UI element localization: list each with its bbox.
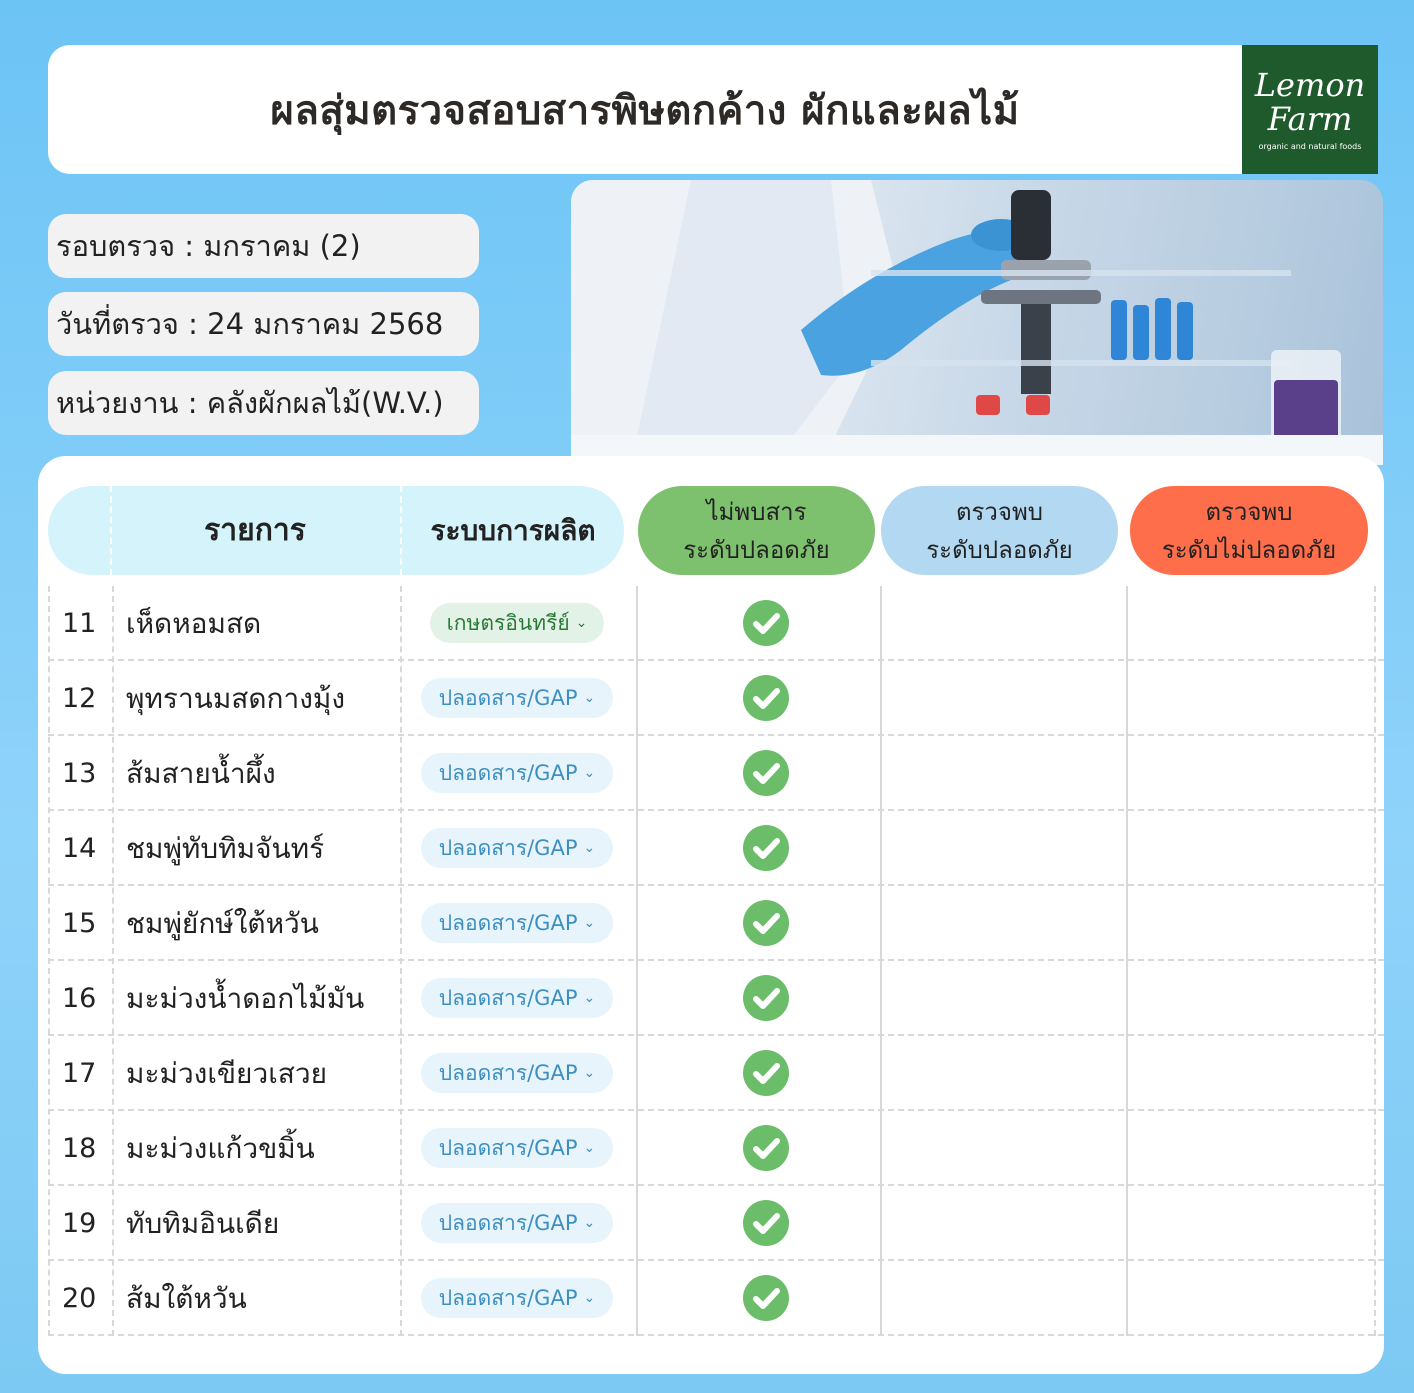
row-item-name: มะม่วงน้ำดอกไม้มัน (126, 981, 365, 1015)
chevron-down-icon: ⌄ (583, 990, 596, 1006)
inspection-date: วันที่ตรวจ : 24 มกราคม 2568 (48, 292, 479, 356)
results-table (38, 456, 1384, 1374)
table-row (48, 1111, 1384, 1186)
header-found-safe (881, 486, 1118, 575)
chevron-down-icon: ⌄ (583, 1065, 596, 1081)
chevron-down-icon: ⌄ (583, 840, 596, 856)
header-not-found (638, 486, 875, 575)
check-icon (743, 975, 789, 1021)
header-found-safe-line1: ตรวจพบ (955, 497, 1044, 526)
check-icon (743, 900, 789, 946)
inspection-unit: หน่วยงาน : คลังผักผลไม้(W.V.) (48, 371, 479, 435)
header-not-found-line1: ไม่พบสาร (706, 497, 807, 526)
chevron-down-icon: ⌄ (583, 765, 596, 781)
row-number: 17 (62, 1058, 97, 1089)
table-row (48, 886, 1384, 961)
table-row (48, 1036, 1384, 1111)
header-found-unsafe-line1: ตรวจพบ (1205, 497, 1293, 526)
row-number: 19 (62, 1208, 97, 1239)
header-item: รายการ (204, 513, 306, 548)
production-system-label: ปลอดสาร/GAP (438, 985, 578, 1010)
row-number: 11 (62, 608, 97, 639)
check-icon (743, 675, 789, 721)
production-system-dropdown[interactable] (421, 753, 613, 793)
chevron-down-icon: ⌄ (583, 1140, 596, 1156)
table-row (48, 811, 1384, 886)
row-item-name: ส้มสายน้ำผึ้ง (126, 756, 276, 790)
table-row (48, 736, 1384, 811)
row-number: 12 (62, 683, 97, 714)
production-system-dropdown[interactable] (421, 903, 613, 943)
chevron-down-icon: ⌄ (583, 915, 596, 931)
production-system-label: ปลอดสาร/GAP (438, 1060, 578, 1085)
row-item-name: ทับทิมอินเดีย (126, 1206, 280, 1240)
production-system-label: ปลอดสาร/GAP (438, 1210, 578, 1235)
logo-line1: Lemon (1254, 66, 1366, 104)
row-item-name: มะม่วงแก้วขมิ้น (126, 1131, 315, 1165)
header-not-found-line2: ระดับปลอดภัย (683, 535, 830, 564)
lemon-farm-logo (1242, 45, 1378, 174)
title-bar (48, 45, 1242, 174)
chevron-down-icon: ⌄ (575, 615, 588, 631)
row-item-name: ส้มใต้หวัน (126, 1281, 247, 1315)
production-system-dropdown[interactable] (421, 978, 613, 1018)
production-system-dropdown[interactable] (421, 828, 613, 868)
row-number: 15 (62, 908, 97, 939)
header-found-unsafe (1130, 486, 1368, 575)
check-icon (743, 750, 789, 796)
header-found-unsafe-line2: ระดับไม่ปลอดภัย (1161, 535, 1337, 564)
check-icon (743, 1275, 789, 1321)
logo-line2: Farm (1267, 100, 1353, 138)
check-icon (743, 825, 789, 871)
table-row (48, 1261, 1384, 1336)
lab-photo (571, 180, 1383, 465)
production-system-label: เกษตรอินทรีย์ (446, 610, 570, 635)
row-item-name: เห็ดหอมสด (126, 606, 262, 640)
check-icon (743, 600, 789, 646)
row-number: 13 (62, 758, 97, 789)
production-system-dropdown[interactable] (421, 678, 613, 718)
table-row (48, 586, 1384, 661)
chevron-down-icon: ⌄ (583, 690, 596, 706)
check-icon (743, 1050, 789, 1096)
chevron-down-icon: ⌄ (583, 1215, 596, 1231)
inspection-round: รอบตรวจ : มกราคม (2) (48, 214, 479, 278)
production-system-dropdown[interactable] (421, 1128, 613, 1168)
table-row (48, 961, 1384, 1036)
row-item-name: ชมพู่ยักษ์ใต้หวัน (126, 906, 319, 940)
page-title: ผลสุ่มตรวจสอบสารพิษตกค้าง ผักและผลไม้ (270, 87, 1020, 134)
header-system: ระบบการผลิต (430, 513, 596, 547)
production-system-label: ปลอดสาร/GAP (438, 835, 578, 860)
row-item-name: มะม่วงเขียวเสวย (126, 1056, 327, 1090)
logo-tagline: organic and natural foods (1258, 142, 1362, 151)
header-found-safe-line2: ระดับปลอดภัย (926, 535, 1073, 564)
production-system-label: ปลอดสาร/GAP (438, 910, 578, 935)
production-system-label: ปลอดสาร/GAP (438, 685, 578, 710)
row-number: 18 (62, 1133, 97, 1164)
production-system-label: ปลอดสาร/GAP (438, 1285, 578, 1310)
production-system-dropdown[interactable] (430, 603, 604, 643)
production-system-label: ปลอดสาร/GAP (438, 1135, 578, 1160)
production-system-dropdown[interactable] (421, 1203, 613, 1243)
row-number: 16 (62, 983, 97, 1014)
table-row (48, 661, 1384, 736)
chevron-down-icon: ⌄ (583, 1290, 596, 1306)
check-icon (743, 1125, 789, 1171)
row-number: 20 (62, 1283, 97, 1314)
production-system-label: ปลอดสาร/GAP (438, 760, 578, 785)
table-row (48, 1186, 1384, 1261)
row-item-name: พุทรานมสดกางมุ้ง (126, 681, 346, 715)
production-system-dropdown[interactable] (421, 1278, 613, 1318)
check-icon (743, 1200, 789, 1246)
table-header-left (48, 486, 624, 575)
row-number: 14 (62, 833, 97, 864)
row-item-name: ชมพู่ทับทิมจันทร์ (126, 831, 325, 865)
production-system-dropdown[interactable] (421, 1053, 613, 1093)
